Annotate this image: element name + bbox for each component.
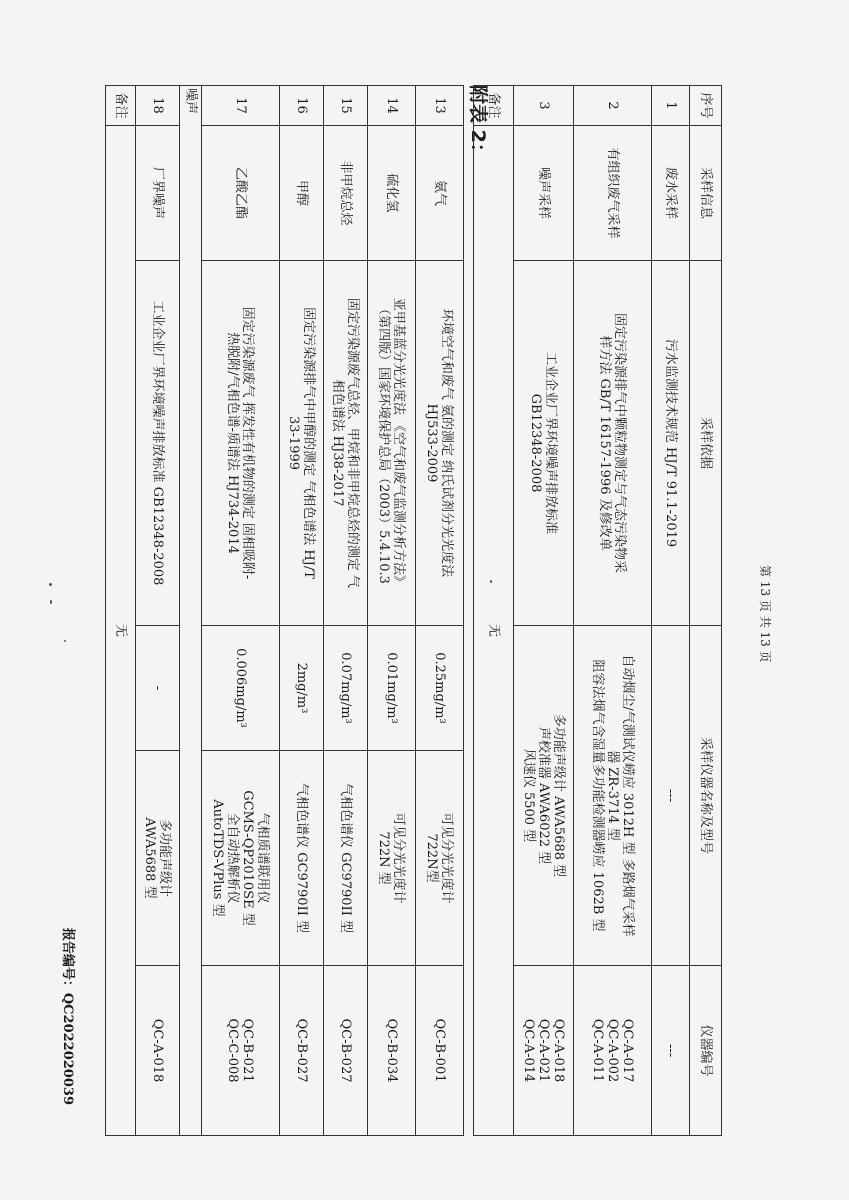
instrument-code [652,966,690,1136]
instrument-name-line: 可见分光光度计 [439,812,455,904]
sampling-basis-line: 样方法 GB/T 16157-1996 及修改单 [597,335,613,551]
method-basis-line: （第四版）国家环境保护总局（2003）5.4.10.3 [376,302,392,584]
instrument-code-line: QC-B-021 [240,1018,256,1083]
instrument-code [368,966,416,1136]
remark-row [474,86,514,1136]
sampling-instrument [514,626,574,966]
scan-speck [49,583,52,586]
section-noise: 噪声 [180,86,202,1136]
instrument-name [202,751,280,966]
test-item: 甲醇 [280,126,324,261]
detection-limit: 0.006mg/m³ [202,626,280,751]
method-basis-line: 固定污染源废气总烃、甲烷和非甲烷总烃的测定 气 [345,297,361,589]
detection-limit: - [136,626,180,751]
sampling-info: 有组织废气采样 [574,126,652,261]
sampling-row [652,86,690,1136]
test-item: 乙酸乙酯 [202,126,280,261]
method-basis-line: 33-1999 [286,415,302,471]
detection-limit: 2mg/m³ [280,626,324,751]
detection-limit: 0.25mg/m³ [416,626,464,751]
sampling-instrument-line: --- [663,788,678,803]
sampling-instrument-line: 自动烟尘/气测试仪崂应 3012H 型 多路烟气采样 [620,654,635,937]
scan-speck [490,580,492,583]
sampling-instrument-line: 阻容法烟气含湿量多功能检测器崂应 1062B 型 [590,659,605,932]
method-basis-line: 环境空气和废气 氨的测定 纳氏试剂分光光度法 [439,308,455,578]
test-item: 厂界噪声 [136,126,180,261]
instrument-code-line: QC-B-027 [338,1018,353,1083]
test-methods-table [105,85,464,1136]
instrument-code-line: QC-A-017 [620,1018,635,1083]
sampling-basis [514,261,574,626]
test-item: 非甲烷总烃 [324,126,368,261]
instrument-name-line: 722N型 [424,833,440,883]
method-basis-line: 相色谱法 HJ38-2017 [330,379,346,507]
instrument-name [324,751,368,966]
instrument-name-line: 气相质谱联用仪 [255,812,271,904]
method-basis [136,261,180,626]
scan-speck [64,640,66,642]
instrument-name-line: 可见分光光度计 [391,812,407,904]
page-footer: 第 13 页 共 13 页 [758,565,772,663]
sampling-row [574,86,652,1136]
instrument-code-line: QC-B-027 [294,1018,309,1083]
instrument-name-line: GCMS-QP2010SE 型 [240,790,256,926]
row-number: 16 [280,86,324,126]
sampling-basis-line: 固定污染源排气中颗粒物测定与气态污染物采 [612,312,628,573]
sampling-row [514,86,574,1136]
report-number: 报告编号：QC2022020039 [60,927,75,1105]
remark-value: 无 [474,126,514,1136]
sampling-instrument-line: 声校准器 AWA6022 型 [536,726,551,865]
instrument-name [280,751,324,966]
row-number: 3 [514,86,574,126]
remark-value: 无 [106,126,136,1136]
sampling-instrument-line: 风速仪 5500 型 [521,748,536,843]
sampling-info: 噪声采样 [514,126,574,261]
instrument-code-line: QC-A-021 [536,1018,551,1083]
scan-speck [50,600,52,604]
instrument-name-line: 多功能声级计 [157,818,173,897]
row-number: 17 [202,86,280,126]
method-row [416,86,464,1136]
row-number: 18 [136,86,180,126]
header-code: 仪器编号 [690,966,722,1136]
instrument-code-line: QC-B-001 [432,1018,447,1083]
header-no: 序号 [690,86,722,126]
method-row [202,86,280,1136]
instrument-name [136,751,180,966]
method-row [368,86,416,1136]
sampling-instrument [652,626,690,966]
sampling-body [474,86,690,1136]
method-basis [202,261,280,626]
instrument-name [416,751,464,966]
appendix-title: 附表 2： [467,85,489,162]
row-number: 15 [324,86,368,126]
sampling-basis [574,261,652,626]
instrument-code-line: QC-B-034 [384,1018,399,1083]
instrument-code [324,966,368,1136]
row-number: 14 [368,86,416,126]
row-number: 1 [652,86,690,126]
instrument-name-line: AutoTDS-VPlus 型 [210,799,226,917]
sampling-instrument [574,626,652,966]
sampling-info: 废水采样 [652,126,690,261]
header-info: 采样信息 [690,126,722,261]
remark-label: 备注 [106,86,136,126]
row-number: 2 [574,86,652,126]
sampling-basis [652,261,690,626]
instrument-code-line: QC-A-018 [551,1018,566,1083]
test-item: 氨气 [416,126,464,261]
method-row [324,86,368,1136]
method-basis [368,261,416,626]
sampling-basis-line: 工业企业厂界环境噪声排放标准 [543,351,559,534]
instrument-code [202,966,280,1136]
method-basis-line: HJ533-2009 [424,403,440,483]
instrument-name-line: AWA5688 型 [142,817,158,899]
sampling-table [473,85,722,1136]
instrument-name-line: 气相色谱仪 GC9790II 型 [294,783,309,933]
method-basis [324,261,368,626]
instrument-code [136,966,180,1136]
method-basis [416,261,464,626]
instrument-code [574,966,652,1136]
header-instrument: 采样仪器名称及型号 [690,626,722,966]
sampling-instrument-line: 器 ZR-3714 型 [605,750,620,841]
sampling-basis-line: 污水监测技术规范 HJ/T 91.1-2019 [663,338,678,548]
row-number: 13 [416,86,464,126]
test-methods-body [106,86,464,1136]
test-item: 硫化氢 [368,126,416,261]
method-basis [280,261,324,626]
method-basis-line: 亚甲基蓝分光光度法 《空气和废气监测分析方法》 [391,297,407,589]
sampling-header-row [690,86,722,1136]
method-row [136,86,180,1136]
method-basis-line: 工业企业厂界环境噪声排放标准 GB12348-2008 [150,300,165,586]
instrument-code-line: QC-A-014 [521,1018,536,1083]
method-basis-line: 热脱附/气相色谱-质谱法 HJ734-2014 [225,332,241,554]
remark-label: 备注 [474,86,514,126]
sampling-basis-line: GB12348-2008 [528,393,544,493]
detection-limit: 0.01mg/m³ [368,626,416,751]
instrument-code [280,966,324,1136]
instrument-code-line: --- [663,1043,678,1058]
section-row-noise [180,86,202,1136]
instrument-code [416,966,464,1136]
instrument-code-line: QC-A-018 [150,1018,165,1083]
instrument-name-line: 全自动热解析仪 [225,812,241,904]
instrument-code-line: QC-A-002 [605,1018,620,1083]
instrument-code-line: QC-C-008 [225,1018,241,1083]
method-row [280,86,324,1136]
method-basis-line: 固定污染源排气中甲醇的测定 气相色谱法 HJ/T [301,307,317,579]
method-basis-line: 固定污染源废气 挥发性有机物的测定 固相吸附- [240,306,256,580]
instrument-code [514,966,574,1136]
detection-limit: 0.07mg/m³ [324,626,368,751]
instrument-name-line: 722N 型 [376,831,392,885]
instrument-name-line: 气相色谱仪 GC9790II 型 [338,783,353,933]
remark-row [106,86,136,1136]
sampling-instrument-line: 多功能声级计 AWA5688 型 [551,713,566,878]
instrument-name [368,751,416,966]
instrument-code-line: QC-A-011 [590,1018,605,1083]
header-basis: 采样依据 [690,261,722,626]
